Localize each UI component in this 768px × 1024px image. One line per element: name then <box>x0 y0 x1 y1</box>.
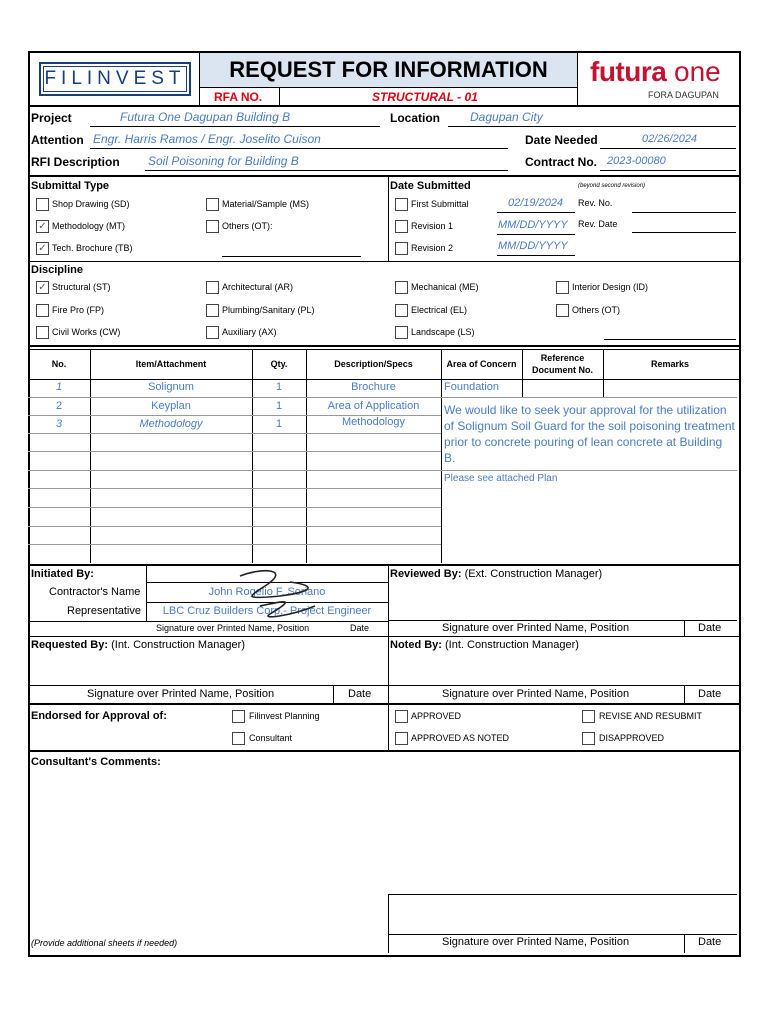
label-methodology: Methodology (MT) <box>52 221 126 231</box>
label-civil-works: Civil Works (CW) <box>52 327 121 337</box>
revision-1-date[interactable]: MM/DD/YYYY <box>498 219 568 231</box>
discipline-title: Discipline <box>31 264 83 276</box>
reviewed-by <box>390 568 602 580</box>
checkbox-others-ot[interactable] <box>206 220 219 233</box>
label-first-submittal: First Submittal <box>411 199 469 209</box>
project-label: Project <box>31 111 72 125</box>
checkbox-electrical[interactable] <box>395 304 408 317</box>
endorsed-for-approval-label: Endorsed for Approval of: <box>31 710 167 722</box>
label-shop-drawing: Shop Drawing (SD) <box>52 199 130 209</box>
first-submittal-date[interactable]: 02/19/2024 <box>508 197 564 209</box>
row-2-item: Keyplan <box>151 400 191 412</box>
rfi-description-label: RFI Description <box>31 155 120 169</box>
project-value[interactable]: Futura One Dagupan Building B <box>120 110 291 124</box>
row-1-qty: 1 <box>275 381 283 393</box>
label-plumbing: Plumbing/Sanitary (PL) <box>222 305 315 315</box>
sig-label-noted: Signature over Printed Name, Position <box>442 688 630 700</box>
row-3-qty: 1 <box>275 418 283 430</box>
location-value[interactable]: Dagupan City <box>470 110 543 124</box>
area-of-concern-first: Foundation <box>444 381 500 393</box>
requested-by-label: Requested By: <box>31 639 109 651</box>
sig-label-reviewed: Signature over Printed Name, Position <box>442 622 630 634</box>
area-of-concern-note: Please see attached Plan <box>444 473 558 484</box>
consultant-comments-title: Consultant's Comments: <box>31 756 161 768</box>
checkbox-auxiliary[interactable] <box>206 326 219 339</box>
checkbox-revise-resubmit[interactable] <box>582 710 595 723</box>
representative-value: LBC Cruz Builders Corp.- Project Engineer <box>162 605 372 617</box>
attention-value[interactable]: Engr. Harris Ramos / Engr. Joselito Cuison <box>93 132 321 146</box>
filinvest-logo <box>39 62 191 96</box>
reviewed-by-label: Reviewed By: <box>390 568 462 580</box>
additional-sheets-note: (Provide additional sheets if needed) <box>31 938 178 948</box>
date-label-consultant: Date <box>698 936 722 948</box>
label-revision-2: Revision 2 <box>411 243 454 253</box>
checkbox-methodology[interactable]: ✓ <box>36 220 49 233</box>
label-others-ot: Others (OT): <box>222 221 273 231</box>
label-filinvest-planning: Filinvest Planning <box>249 711 320 721</box>
contract-no-value[interactable]: 2023-00080 <box>607 155 666 167</box>
row-3-no: 3 <box>55 418 63 430</box>
col-header-qty: Qty. <box>270 359 288 369</box>
row-2-desc: Area of Application <box>327 400 420 412</box>
rev-date-label: Rev. Date <box>578 219 618 229</box>
checkbox-fire-pro[interactable] <box>36 304 49 317</box>
label-interior-design: Interior Design (ID) <box>572 282 649 292</box>
checkbox-mechanical[interactable] <box>395 281 408 294</box>
label-consultant: Consultant <box>249 733 293 743</box>
row-3-item: Methodology <box>139 418 203 430</box>
sig-label-requested: Signature over Printed Name, Position <box>87 688 275 700</box>
row-1-item: Solignum <box>148 381 194 393</box>
label-auxiliary: Auxiliary (AX) <box>222 327 277 337</box>
page-title: REQUEST FOR INFORMATION <box>229 57 548 82</box>
date-label-reviewed: Date <box>698 622 722 634</box>
checkbox-revision-2[interactable] <box>395 242 408 255</box>
rfa-no-label: RFA NO. <box>214 90 263 104</box>
row-2-qty: 1 <box>275 400 283 412</box>
initiated-by-label: Initiated By: <box>31 568 94 580</box>
brand-word-one: one <box>674 56 721 87</box>
label-material-sample: Material/Sample (MS) <box>222 199 310 209</box>
label-landscape: Landscape (LS) <box>411 327 475 337</box>
checkbox-tech-brochure[interactable]: ✓ <box>36 242 49 255</box>
checkbox-structural[interactable]: ✓ <box>36 281 49 294</box>
row-2-no: 2 <box>55 400 63 412</box>
col-header-no: No. <box>51 359 67 369</box>
reviewed-by-role: (Ext. Construction Manager) <box>464 568 603 580</box>
rev-no-label: Rev. No. <box>578 198 613 208</box>
location-label: Location <box>390 111 440 125</box>
futura-one-logo <box>590 56 730 102</box>
checkbox-approved[interactable] <box>395 710 408 723</box>
checkbox-architectural[interactable] <box>206 281 219 294</box>
label-tech-brochure: Tech. Brochure (TB) <box>52 243 133 253</box>
checkbox-landscape[interactable] <box>395 326 408 339</box>
submittal-type-title: Submittal Type <box>31 180 110 192</box>
sig-label-initiated: Signature over Printed Name, Position <box>156 623 310 633</box>
label-structural: Structural (ST) <box>52 282 111 292</box>
label-approved-as-noted: APPROVED AS NOTED <box>411 733 510 743</box>
checkbox-consultant[interactable] <box>232 732 245 745</box>
row-3-desc: Methodology <box>342 416 405 428</box>
attention-label: Attention <box>31 133 84 147</box>
label-architectural: Architectural (AR) <box>222 282 294 292</box>
col-header-ref: Reference Document No. <box>531 353 593 375</box>
area-of-concern-text: We would like to seek your approval for the utilization of Solignum Soil Guard for the soil poisoning treatment prior to concrete pouring of lean concrete at Building B. <box>444 403 735 465</box>
date-needed-value[interactable]: 02/26/2024 <box>642 133 698 145</box>
date-submitted-title: Date Submitted <box>390 180 471 192</box>
checkbox-material-sample[interactable] <box>206 198 219 211</box>
brand-subtitle: FORA DAGUPAN <box>648 90 719 100</box>
noted-by <box>390 639 579 651</box>
rfi-description-value[interactable]: Soil Poisoning for Building B <box>148 154 299 168</box>
label-electrical: Electrical (EL) <box>411 305 468 315</box>
date-label-initiated: Date <box>350 623 370 633</box>
label-others-discipline: Others (OT) <box>572 305 621 315</box>
checkbox-plumbing[interactable] <box>206 304 219 317</box>
label-revision-1: Revision 1 <box>411 221 454 231</box>
requested-by-role: (Int. Construction Manager) <box>111 639 245 651</box>
checkbox-first-submittal[interactable] <box>395 198 408 211</box>
col-header-item: Item/Attachment <box>135 359 207 369</box>
beyond-revision-note: (beyond second revision) <box>578 183 646 189</box>
row-1-desc: Brochure <box>351 381 396 393</box>
col-header-remarks: Remarks <box>650 359 690 369</box>
sig-label-consultant: Signature over Printed Name, Position <box>442 936 630 948</box>
noted-by-role: (Int. Construction Manager) <box>445 639 579 651</box>
checkbox-approved-as-noted[interactable] <box>395 732 408 745</box>
label-mechanical: Mechanical (ME) <box>411 282 479 292</box>
checkbox-others-discipline[interactable] <box>556 304 569 317</box>
checkbox-disapproved[interactable] <box>582 732 595 745</box>
checkbox-civil-works[interactable] <box>36 326 49 339</box>
contract-no-label: Contract No. <box>525 155 597 169</box>
checkbox-filinvest-planning[interactable] <box>232 710 245 723</box>
contractor-name-label: Contractor's Name <box>49 586 141 598</box>
date-label-requested: Date <box>348 688 372 700</box>
label-revise-resubmit: REVISE AND RESUBMIT <box>599 711 703 721</box>
handwritten-signature <box>220 566 340 622</box>
brand-word-futura: futura <box>590 56 667 87</box>
checkbox-revision-1[interactable] <box>395 220 408 233</box>
filinvest-logo-text: FILINVEST <box>44 68 186 89</box>
noted-by-label: Noted By: <box>390 639 442 651</box>
label-approved: APPROVED <box>411 711 462 721</box>
date-needed-label: Date Needed <box>525 133 598 147</box>
label-fire-pro: Fire Pro (FP) <box>52 305 105 315</box>
col-header-area: Area of Concern <box>446 359 517 369</box>
checkbox-shop-drawing[interactable] <box>36 198 49 211</box>
rfa-no-value: STRUCTURAL - 01 <box>372 90 478 104</box>
representative-label: Representative <box>67 605 141 617</box>
checkbox-interior-design[interactable] <box>556 281 569 294</box>
label-disapproved: DISAPPROVED <box>599 733 665 743</box>
date-label-noted: Date <box>698 688 722 700</box>
col-header-desc: Description/Specs <box>334 359 413 369</box>
requested-by <box>31 639 245 651</box>
revision-2-date[interactable]: MM/DD/YYYY <box>498 240 568 252</box>
contractor-name-value: John Rogelio F. Soriano <box>208 586 326 598</box>
row-1-no: 1 <box>55 381 63 393</box>
